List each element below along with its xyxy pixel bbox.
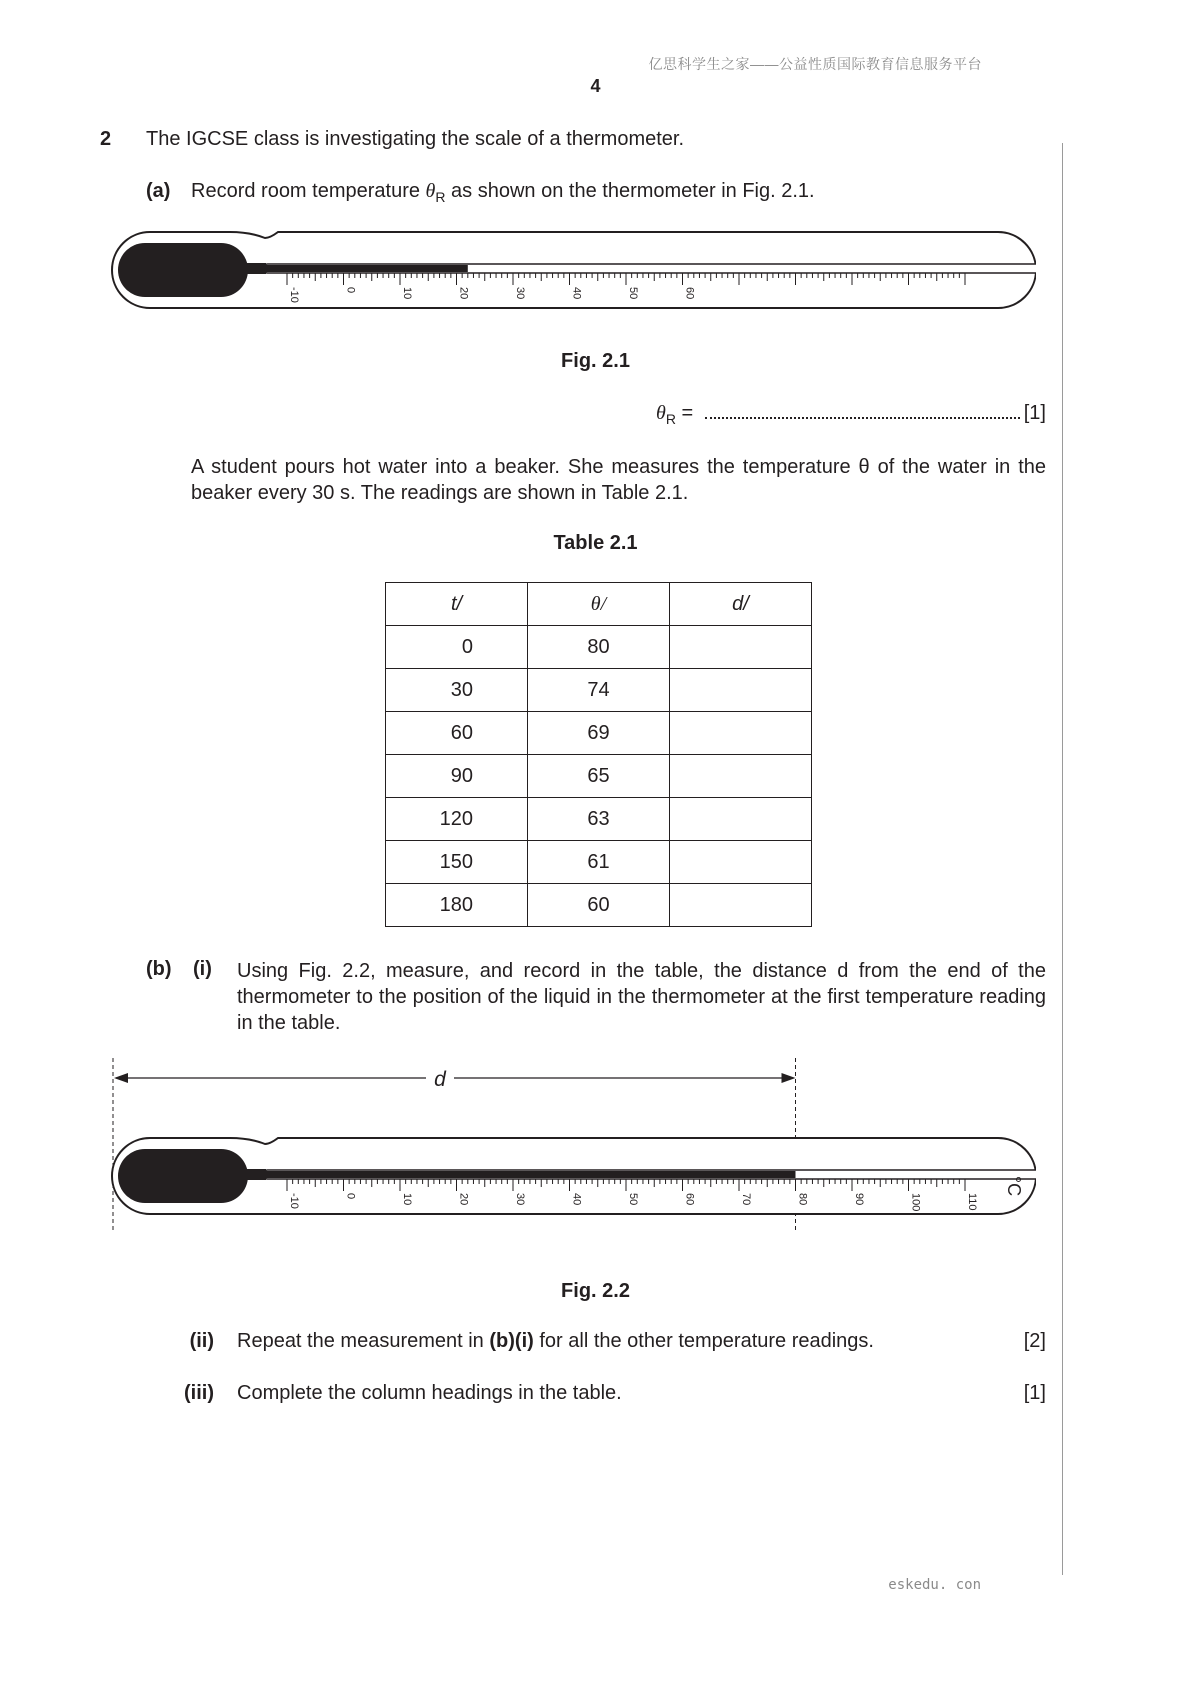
footer-site: eskedu. con [888,1577,981,1593]
scale-label: 50 [627,287,639,300]
temperature-cell: 65 [528,755,670,798]
scale-label: 60 [683,1193,696,1206]
answer-line[interactable]: $\theta_R$ = [1] [656,402,1046,427]
scale-label: 90 [853,1193,865,1206]
time-cell: 90 [386,755,528,798]
part-b-label: (b) [146,958,172,980]
table-row [386,755,812,798]
mark: [2] [1023,1330,1046,1352]
scale-label: 20 [457,1193,470,1206]
watermark: 亿思科学生之家——公益性质国际教育信息服务平台 [648,56,982,72]
question-stem: The IGCSE class is investigating the scale of a thermometer. [146,128,685,150]
scale-label: 40 [570,1193,583,1206]
page-number: 4 [590,76,601,96]
part-b-i-text: Using Fig. 2.2, measure, and record in the table, the distance d from the end of the thermometer to the position of the liquid in the thermometer at the first temperature reading in the table. [237,960,1046,1034]
part-a-label: (a) [146,180,171,202]
part-b-iii-text: Complete the column headings in the table. [237,1382,622,1404]
thermometer-fig-2-1 [108,226,1036,316]
temperature-cell: 60 [528,884,670,927]
dimension-label: d [434,1068,446,1091]
time-cell: 60 [386,712,528,755]
table-caption: Table 2.1 [553,532,638,554]
time-cell: 0 [386,626,528,669]
distance-cell[interactable] [670,884,812,927]
time-cell: 180 [386,884,528,927]
thermometer-bulb [118,243,248,297]
temperature-cell: 61 [528,841,670,884]
table-row [386,626,812,669]
answer-blank[interactable] [705,416,1020,419]
header-time[interactable]: t/ [386,583,528,626]
mark: [1] [1023,402,1046,424]
scale-label: 70 [740,1193,752,1206]
scale-label: 30 [514,1193,526,1206]
temperature-cell: 69 [528,712,670,755]
part-b-ii [176,1330,1046,1353]
scale-label: -10 [288,287,300,303]
distance-cell[interactable] [670,841,812,884]
distance-cell[interactable] [670,798,812,841]
header-distance[interactable]: d/ [670,583,812,626]
part-b-iii-label: (iii) [184,1382,214,1404]
arrow-head-right [782,1073,796,1083]
liquid-column [258,1171,796,1178]
distance-cell[interactable] [670,712,812,755]
time-cell: 150 [386,841,528,884]
mark: [1] [1023,1382,1046,1404]
temperature-cell: 74 [528,669,670,712]
part-b-iii [176,1382,1046,1405]
scale-label: 60 [683,287,696,300]
scale-label: 30 [514,287,526,300]
scale-label: 0 [344,1193,357,1200]
scale-label: 80 [796,1193,809,1206]
scale-label: 20 [457,287,470,300]
distance-cell[interactable] [670,755,812,798]
part-b-ii-text: Repeat the measurement in (b)(i) for all the other temperature readings. [237,1330,874,1352]
scale-label: 10 [401,287,413,300]
fig-2-2-caption: Fig. 2.2 [561,1280,630,1302]
paragraph: A student pours hot water into a beaker. She measures the temperature θ of the water in the beaker every 30 s. The readings are shown in Table 2.1. [191,456,1046,504]
part-a-text: Record room temperature $\theta_R$ as shown on the thermometer in Fig. 2.1. [191,180,815,205]
distance-cell[interactable] [670,626,812,669]
temperature-cell: 80 [528,626,670,669]
scale-label: -10 [288,1193,300,1209]
scale-label: 100 [909,1193,922,1212]
time-cell: 30 [386,669,528,712]
scale-label: 0 [344,287,357,294]
liquid-column [258,265,468,272]
scale-label: 50 [627,1193,639,1206]
scale-label: 110 [966,1193,978,1211]
theta-symbol: θ [425,180,436,202]
table-row [386,841,812,884]
scale-label: 40 [570,287,583,300]
thermometer-fig-2-2 [108,1058,1036,1238]
header-temperature[interactable]: θ/ [528,583,670,626]
table-row [386,798,812,841]
part-b-ii-label: (ii) [189,1330,214,1352]
scale-label: 10 [401,1193,413,1206]
arrow-head-left [114,1073,128,1083]
readings-table [385,582,812,927]
table-row [386,884,812,927]
part-b-i-label: (i) [193,958,212,980]
thermometer-bulb [118,1149,248,1203]
time-cell: 120 [386,798,528,841]
temperature-cell: 63 [528,798,670,841]
unit-label: °C [1004,1175,1024,1197]
table-row [386,669,812,712]
fig-2-1-caption: Fig. 2.1 [561,350,630,372]
distance-cell[interactable] [670,669,812,712]
question-number: 2 [100,128,112,150]
table-row [386,712,812,755]
